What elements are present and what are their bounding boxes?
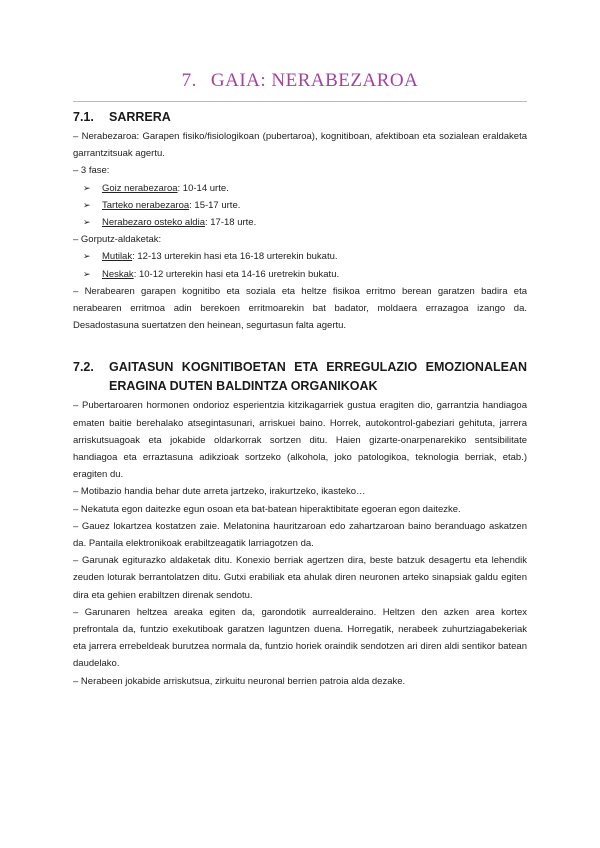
list-item (73, 180, 527, 197)
arrow-bullet-icon: ➢ (83, 199, 91, 210)
paragraph: – Garunaren heltzea areaka egiten da, garondotik aurrealderaino. Heltzen den azken area kortex prefrontala da, funtzio exekutiboak garatzen laguntzen duena. Horregatik, nerabeek zuhurtziagabekeriak eta jarrera errebeldeak burutzea normala da, funtzio horiek oraindik sendotzen ari diren aldi sentikor batean daudelako. (73, 606, 527, 670)
closing-paragraph: – Nerabearen garapen kognitibo eta soziala eta heltze fisikoa erritmo berean garatzen badira eta nerabearen erritmoa adin berekoen erritmoarekin bat badator, moldaera errazagoa izango da. Desadostasuna suertatzen den heinean, segurtasun falta agertu. (73, 285, 527, 332)
list-text: : 10-14 urte. (177, 182, 229, 194)
list-text: : 10-12 urterekin hasi eta 14-16 uretrekin bukatu. (133, 268, 340, 280)
section-title: GAITASUN KOGNITIBOETAN ETA ERREGULAZIO EMOZIONALEAN ERAGINA DUTEN BALDINTZA ORGANIKOAK (109, 360, 527, 394)
arrow-bullet-icon: ➢ (83, 217, 91, 228)
paragraph: – Pubertaroaren hormonen ondorioz esperientzia kitzikagarriek gustua eragiten dio, garrantzia handiagoa ematen baitie berehalako atsegintasunari, arriskuei baino. Horrek, autokontrol-gabeziari gehituta, jarrera arriskutsuagoak eta jokabide oldarkorrak sortzen ditu. Haien gizarte-onarpenarekiko sentsibilitate handiagoa eta erraztasuna adikzioak sortzeko (alkohola, joko patologikoa, teknologia berriak, etab.) eragiten du. (73, 400, 527, 481)
list-term: Mutilak (102, 251, 133, 263)
paragraph: – Motibazio handia behar dute arreta jartzeko, irakurtzeko, ikasteko… (73, 486, 366, 498)
chapter-title-text: GAIA: NERABEZAROA (210, 70, 419, 91)
list-item (73, 214, 527, 231)
arrow-bullet-icon: ➢ (83, 182, 91, 193)
body-changes-label: – Gorputz-aldaketak: (73, 234, 162, 246)
chapter-title (0, 70, 600, 92)
section-number: 7.1. (73, 110, 94, 124)
paragraph: – Nekatuta egon daitezke egun osoan eta bat-batean hiperaktibitate egoeran egon daitezke. (73, 503, 461, 515)
list-item (73, 248, 527, 265)
arrow-bullet-icon: ➢ (83, 268, 91, 279)
title-divider (73, 101, 527, 102)
section-title: SARRERA (109, 110, 171, 124)
paragraph: – Gauez lokartzea kostatzen zaie. Melatonina hauritzaroan edo zahartzaroan baino beranduago askatzen da. Pantaila elektronikoak erabiltzeagatik larriagotzen da. (73, 520, 527, 550)
body-changes-list (73, 248, 527, 282)
intro-paragraph: – Nerabezaroa: Garapen fisiko/fisiologikoan (pubertaroa), kognitiboan, afektiboan eta sozialean eraldaketa garrantzitsuak agertu. (73, 131, 527, 160)
list-text: : 15-17 urte. (189, 199, 241, 211)
list-text: : 17-18 urte. (204, 217, 257, 229)
paragraph: – Garunak egiturazko aldaketak ditu. Konexio berriak agertzen dira, beste batzuk desagertu eta lehendik zeuden loturak berrantolatzen ditu. Gutxi erabiliak eta ahulak diren neuronen arteko sinapsiak galdu egiten dira eta gehien erabiltzen direnak sendotu. (73, 555, 527, 601)
list-term: Tarteko nerabezaroa (102, 199, 190, 211)
list-text: : 12-13 urterekin hasi eta 16-18 urterekin bukatu. (132, 251, 338, 263)
document-body (73, 108, 527, 690)
section-number: 7.2. (73, 360, 94, 375)
list-item (73, 197, 527, 214)
list-term: Neskak (102, 268, 134, 280)
section-heading-sarrera (73, 108, 527, 126)
list-item (73, 266, 527, 283)
phases-label: – 3 fase: (73, 165, 110, 177)
chapter-number: 7. (181, 70, 197, 91)
paragraph: – Nerabeen jokabide arriskutsua, zirkuitu neuronal berrien patroia alda dezake. (73, 675, 406, 687)
arrow-bullet-icon: ➢ (83, 251, 91, 262)
list-term: Nerabezaro osteko aldia (102, 217, 205, 229)
section-heading-gaitasun (73, 358, 527, 396)
list-term: Goiz nerabezaroa (102, 182, 178, 194)
phases-list (73, 180, 527, 232)
